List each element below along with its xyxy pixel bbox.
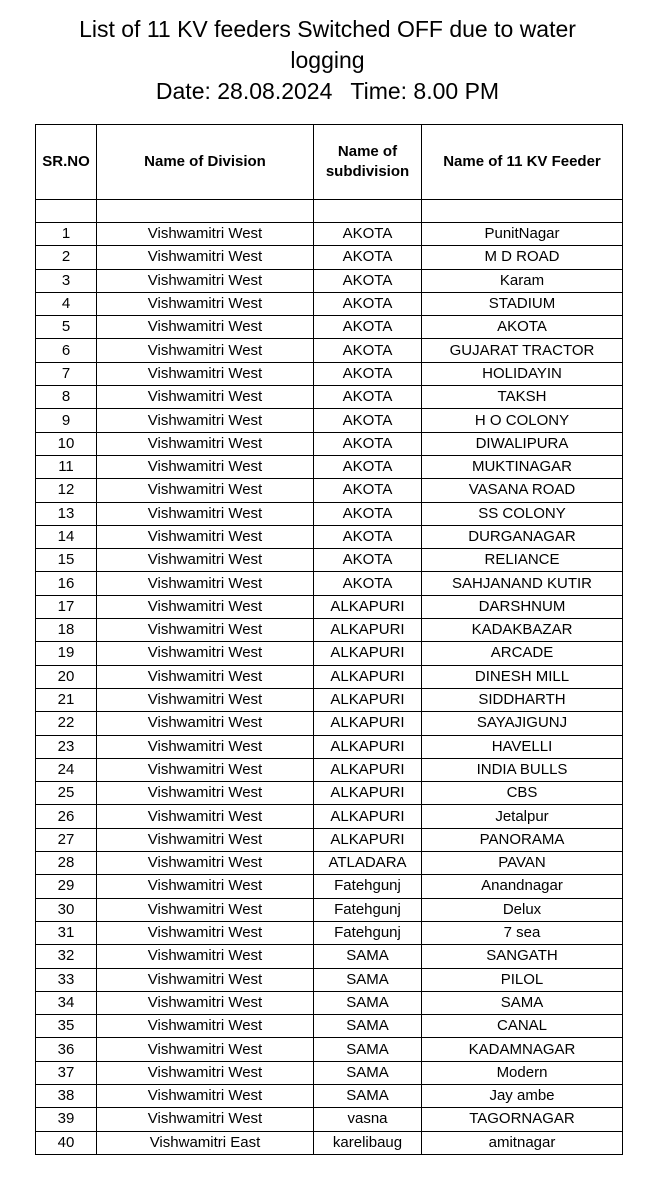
cell-division: Vishwamitri West xyxy=(97,525,314,548)
cell-subdivision: ALKAPURI xyxy=(314,828,422,851)
cell-subdivision: SAMA xyxy=(314,1061,422,1084)
cell-feeder: VASANA ROAD xyxy=(422,479,623,502)
table-row xyxy=(36,362,623,385)
table-row xyxy=(36,339,623,362)
cell-subdivision: ALKAPURI xyxy=(314,758,422,781)
cell-feeder: DIWALIPURA xyxy=(422,432,623,455)
cell-sr-no: 14 xyxy=(36,525,97,548)
cell-sr-no: 30 xyxy=(36,898,97,921)
cell-feeder: M D ROAD xyxy=(422,246,623,269)
cell-division: Vishwamitri West xyxy=(97,968,314,991)
cell-sr-no: 15 xyxy=(36,549,97,572)
cell-subdivision: AKOTA xyxy=(314,479,422,502)
cell-subdivision: ALKAPURI xyxy=(314,712,422,735)
cell-feeder: TAKSH xyxy=(422,386,623,409)
cell-division: Vishwamitri West xyxy=(97,991,314,1014)
cell-feeder: GUJARAT TRACTOR xyxy=(422,339,623,362)
cell-subdivision: ALKAPURI xyxy=(314,805,422,828)
cell-sr-no: 8 xyxy=(36,386,97,409)
table-row xyxy=(36,479,623,502)
cell-subdivision: AKOTA xyxy=(314,269,422,292)
table-row xyxy=(36,409,623,432)
document-title xyxy=(0,14,655,107)
cell-feeder: Jetalpur xyxy=(422,805,623,828)
cell-division: Vishwamitri West xyxy=(97,875,314,898)
table-row xyxy=(36,549,623,572)
cell-division: Vishwamitri West xyxy=(97,1015,314,1038)
cell-subdivision: AKOTA xyxy=(314,455,422,478)
table-row xyxy=(36,898,623,921)
cell-division: Vishwamitri West xyxy=(97,805,314,828)
cell-subdivision: AKOTA xyxy=(314,339,422,362)
cell-division: Vishwamitri West xyxy=(97,1108,314,1131)
cell-subdivision: SAMA xyxy=(314,1038,422,1061)
cell-feeder: ARCADE xyxy=(422,642,623,665)
table-row xyxy=(36,688,623,711)
header-feeder: Name of 11 KV Feeder xyxy=(422,125,623,200)
cell-subdivision: ALKAPURI xyxy=(314,688,422,711)
table-row xyxy=(36,1038,623,1061)
cell-subdivision: AKOTA xyxy=(314,292,422,315)
cell-sr-no: 10 xyxy=(36,432,97,455)
cell-sr-no: 17 xyxy=(36,595,97,618)
cell-division: Vishwamitri West xyxy=(97,619,314,642)
header-sr-no: SR.NO xyxy=(36,125,97,200)
cell-feeder: Delux xyxy=(422,898,623,921)
cell-feeder: Anandnagar xyxy=(422,875,623,898)
date-time-line xyxy=(0,76,655,107)
cell-feeder: amitnagar xyxy=(422,1131,623,1154)
cell-feeder: CANAL xyxy=(422,1015,623,1038)
cell-division: Vishwamitri West xyxy=(97,572,314,595)
cell-division: Vishwamitri West xyxy=(97,316,314,339)
cell-feeder: RELIANCE xyxy=(422,549,623,572)
cell-subdivision: Fatehgunj xyxy=(314,898,422,921)
header-subdivision: Name of subdivision xyxy=(314,125,422,200)
cell-subdivision: SAMA xyxy=(314,1084,422,1107)
table-row xyxy=(36,921,623,944)
cell-subdivision: AKOTA xyxy=(314,246,422,269)
table-row xyxy=(36,316,623,339)
cell-sr-no: 40 xyxy=(36,1131,97,1154)
table-row xyxy=(36,712,623,735)
cell-division: Vishwamitri West xyxy=(97,921,314,944)
cell-subdivision: ALKAPURI xyxy=(314,595,422,618)
cell-division: Vishwamitri West xyxy=(97,782,314,805)
cell-feeder: DINESH MILL xyxy=(422,665,623,688)
cell-sr-no: 26 xyxy=(36,805,97,828)
table-row xyxy=(36,502,623,525)
table-row xyxy=(36,875,623,898)
cell-sr-no: 27 xyxy=(36,828,97,851)
cell-subdivision: ALKAPURI xyxy=(314,642,422,665)
cell-feeder: Jay ambe xyxy=(422,1084,623,1107)
cell-division: Vishwamitri West xyxy=(97,339,314,362)
cell-sr-no: 22 xyxy=(36,712,97,735)
table-row xyxy=(36,968,623,991)
cell-division: Vishwamitri West xyxy=(97,712,314,735)
cell-sr-no: 24 xyxy=(36,758,97,781)
cell-feeder: SAMA xyxy=(422,991,623,1014)
cell-feeder: PANORAMA xyxy=(422,828,623,851)
cell-subdivision: AKOTA xyxy=(314,525,422,548)
cell-subdivision: ALKAPURI xyxy=(314,782,422,805)
table-row xyxy=(36,945,623,968)
cell-division: Vishwamitri West xyxy=(97,828,314,851)
cell-sr-no: 25 xyxy=(36,782,97,805)
cell-subdivision: AKOTA xyxy=(314,362,422,385)
table-row xyxy=(36,455,623,478)
cell-sr-no: 32 xyxy=(36,945,97,968)
cell-subdivision: AKOTA xyxy=(314,223,422,246)
cell-sr-no: 36 xyxy=(36,1038,97,1061)
cell-sr-no: 31 xyxy=(36,921,97,944)
header-division: Name of Division xyxy=(97,125,314,200)
cell-sr-no: 9 xyxy=(36,409,97,432)
cell-feeder: PILOL xyxy=(422,968,623,991)
cell-subdivision: ALKAPURI xyxy=(314,665,422,688)
cell-feeder: KADAMNAGAR xyxy=(422,1038,623,1061)
table-row xyxy=(36,525,623,548)
cell-feeder: SAYAJIGUNJ xyxy=(422,712,623,735)
cell-division: Vishwamitri West xyxy=(97,502,314,525)
table-row xyxy=(36,828,623,851)
cell-division: Vishwamitri West xyxy=(97,362,314,385)
cell-feeder: STADIUM xyxy=(422,292,623,315)
table-row xyxy=(36,665,623,688)
cell-sr-no: 5 xyxy=(36,316,97,339)
cell-feeder: PunitNagar xyxy=(422,223,623,246)
cell-subdivision: ALKAPURI xyxy=(314,619,422,642)
time-label: Time: 8.00 PM xyxy=(350,78,500,104)
cell-division: Vishwamitri West xyxy=(97,1038,314,1061)
cell-subdivision: SAMA xyxy=(314,945,422,968)
cell-subdivision: ATLADARA xyxy=(314,852,422,875)
cell-subdivision: AKOTA xyxy=(314,432,422,455)
cell-sr-no: 20 xyxy=(36,665,97,688)
cell-division: Vishwamitri West xyxy=(97,665,314,688)
table-row xyxy=(36,269,623,292)
cell-subdivision: Fatehgunj xyxy=(314,921,422,944)
cell-feeder: DARSHNUM xyxy=(422,595,623,618)
cell-division: Vishwamitri West xyxy=(97,432,314,455)
cell-feeder: TAGORNAGAR xyxy=(422,1108,623,1131)
cell-division: Vishwamitri East xyxy=(97,1131,314,1154)
cell-feeder: KADAKBAZAR xyxy=(422,619,623,642)
table-row xyxy=(36,572,623,595)
table-row xyxy=(36,1108,623,1131)
cell-feeder: SANGATH xyxy=(422,945,623,968)
cell-subdivision: Fatehgunj xyxy=(314,875,422,898)
cell-feeder: 7 sea xyxy=(422,921,623,944)
cell-subdivision: karelibaug xyxy=(314,1131,422,1154)
table-row xyxy=(36,782,623,805)
table-row xyxy=(36,758,623,781)
cell-division: Vishwamitri West xyxy=(97,292,314,315)
table-row xyxy=(36,595,623,618)
table-spacer-row xyxy=(36,200,623,223)
cell-feeder: PAVAN xyxy=(422,852,623,875)
cell-sr-no: 35 xyxy=(36,1015,97,1038)
cell-sr-no: 2 xyxy=(36,246,97,269)
table-body xyxy=(36,200,623,1155)
cell-subdivision: AKOTA xyxy=(314,386,422,409)
cell-sr-no: 21 xyxy=(36,688,97,711)
cell-division: Vishwamitri West xyxy=(97,455,314,478)
cell-feeder: SIDDHARTH xyxy=(422,688,623,711)
feeders-table xyxy=(35,124,623,1155)
cell-division: Vishwamitri West xyxy=(97,735,314,758)
cell-subdivision: AKOTA xyxy=(314,549,422,572)
table-row xyxy=(36,1084,623,1107)
cell-feeder: DURGANAGAR xyxy=(422,525,623,548)
cell-division: Vishwamitri West xyxy=(97,852,314,875)
cell-sr-no: 38 xyxy=(36,1084,97,1107)
cell-subdivision: AKOTA xyxy=(314,316,422,339)
cell-sr-no: 34 xyxy=(36,991,97,1014)
cell-division: Vishwamitri West xyxy=(97,223,314,246)
table-row xyxy=(36,991,623,1014)
cell-sr-no: 16 xyxy=(36,572,97,595)
cell-feeder: MUKTINAGAR xyxy=(422,455,623,478)
cell-feeder: CBS xyxy=(422,782,623,805)
cell-sr-no: 29 xyxy=(36,875,97,898)
cell-feeder: SAHJANAND KUTIR xyxy=(422,572,623,595)
table-row xyxy=(36,852,623,875)
table-header-row xyxy=(36,125,623,200)
table-row xyxy=(36,642,623,665)
cell-subdivision: vasna xyxy=(314,1108,422,1131)
cell-feeder: SS COLONY xyxy=(422,502,623,525)
cell-sr-no: 19 xyxy=(36,642,97,665)
cell-feeder: INDIA BULLS xyxy=(422,758,623,781)
cell-sr-no: 28 xyxy=(36,852,97,875)
cell-division: Vishwamitri West xyxy=(97,479,314,502)
table-row xyxy=(36,1061,623,1084)
cell-subdivision: AKOTA xyxy=(314,572,422,595)
cell-subdivision: SAMA xyxy=(314,968,422,991)
cell-sr-no: 6 xyxy=(36,339,97,362)
spacer-cell xyxy=(97,200,314,223)
cell-feeder: Karam xyxy=(422,269,623,292)
cell-subdivision: AKOTA xyxy=(314,502,422,525)
cell-division: Vishwamitri West xyxy=(97,758,314,781)
cell-sr-no: 37 xyxy=(36,1061,97,1084)
cell-division: Vishwamitri West xyxy=(97,386,314,409)
cell-division: Vishwamitri West xyxy=(97,1084,314,1107)
cell-sr-no: 11 xyxy=(36,455,97,478)
cell-sr-no: 33 xyxy=(36,968,97,991)
title-line-2: logging xyxy=(290,47,365,73)
table-row xyxy=(36,619,623,642)
cell-division: Vishwamitri West xyxy=(97,945,314,968)
cell-sr-no: 7 xyxy=(36,362,97,385)
table-row xyxy=(36,292,623,315)
cell-division: Vishwamitri West xyxy=(97,688,314,711)
cell-division: Vishwamitri West xyxy=(97,409,314,432)
cell-feeder: HOLIDAYIN xyxy=(422,362,623,385)
cell-sr-no: 23 xyxy=(36,735,97,758)
cell-feeder: AKOTA xyxy=(422,316,623,339)
cell-division: Vishwamitri West xyxy=(97,595,314,618)
cell-division: Vishwamitri West xyxy=(97,549,314,572)
cell-division: Vishwamitri West xyxy=(97,246,314,269)
spacer-cell xyxy=(36,200,97,223)
cell-subdivision: AKOTA xyxy=(314,409,422,432)
cell-division: Vishwamitri West xyxy=(97,642,314,665)
cell-subdivision: ALKAPURI xyxy=(314,735,422,758)
spacer-cell xyxy=(314,200,422,223)
table-row xyxy=(36,805,623,828)
table-row xyxy=(36,735,623,758)
table-row xyxy=(36,432,623,455)
cell-sr-no: 13 xyxy=(36,502,97,525)
cell-division: Vishwamitri West xyxy=(97,898,314,921)
cell-sr-no: 18 xyxy=(36,619,97,642)
table-row xyxy=(36,223,623,246)
cell-sr-no: 3 xyxy=(36,269,97,292)
cell-sr-no: 4 xyxy=(36,292,97,315)
cell-sr-no: 39 xyxy=(36,1108,97,1131)
table-row xyxy=(36,386,623,409)
table-row xyxy=(36,246,623,269)
cell-subdivision: SAMA xyxy=(314,991,422,1014)
date-label: Date: 28.08.2024 xyxy=(155,78,333,104)
cell-sr-no: 1 xyxy=(36,223,97,246)
cell-sr-no: 12 xyxy=(36,479,97,502)
spacer-cell xyxy=(422,200,623,223)
title-line-1: List of 11 KV feeders Switched OFF due to water xyxy=(79,16,576,42)
cell-feeder: Modern xyxy=(422,1061,623,1084)
table-row xyxy=(36,1015,623,1038)
cell-feeder: H O COLONY xyxy=(422,409,623,432)
cell-division: Vishwamitri West xyxy=(97,269,314,292)
cell-subdivision: SAMA xyxy=(314,1015,422,1038)
cell-feeder: HAVELLI xyxy=(422,735,623,758)
table-row xyxy=(36,1131,623,1154)
cell-division: Vishwamitri West xyxy=(97,1061,314,1084)
